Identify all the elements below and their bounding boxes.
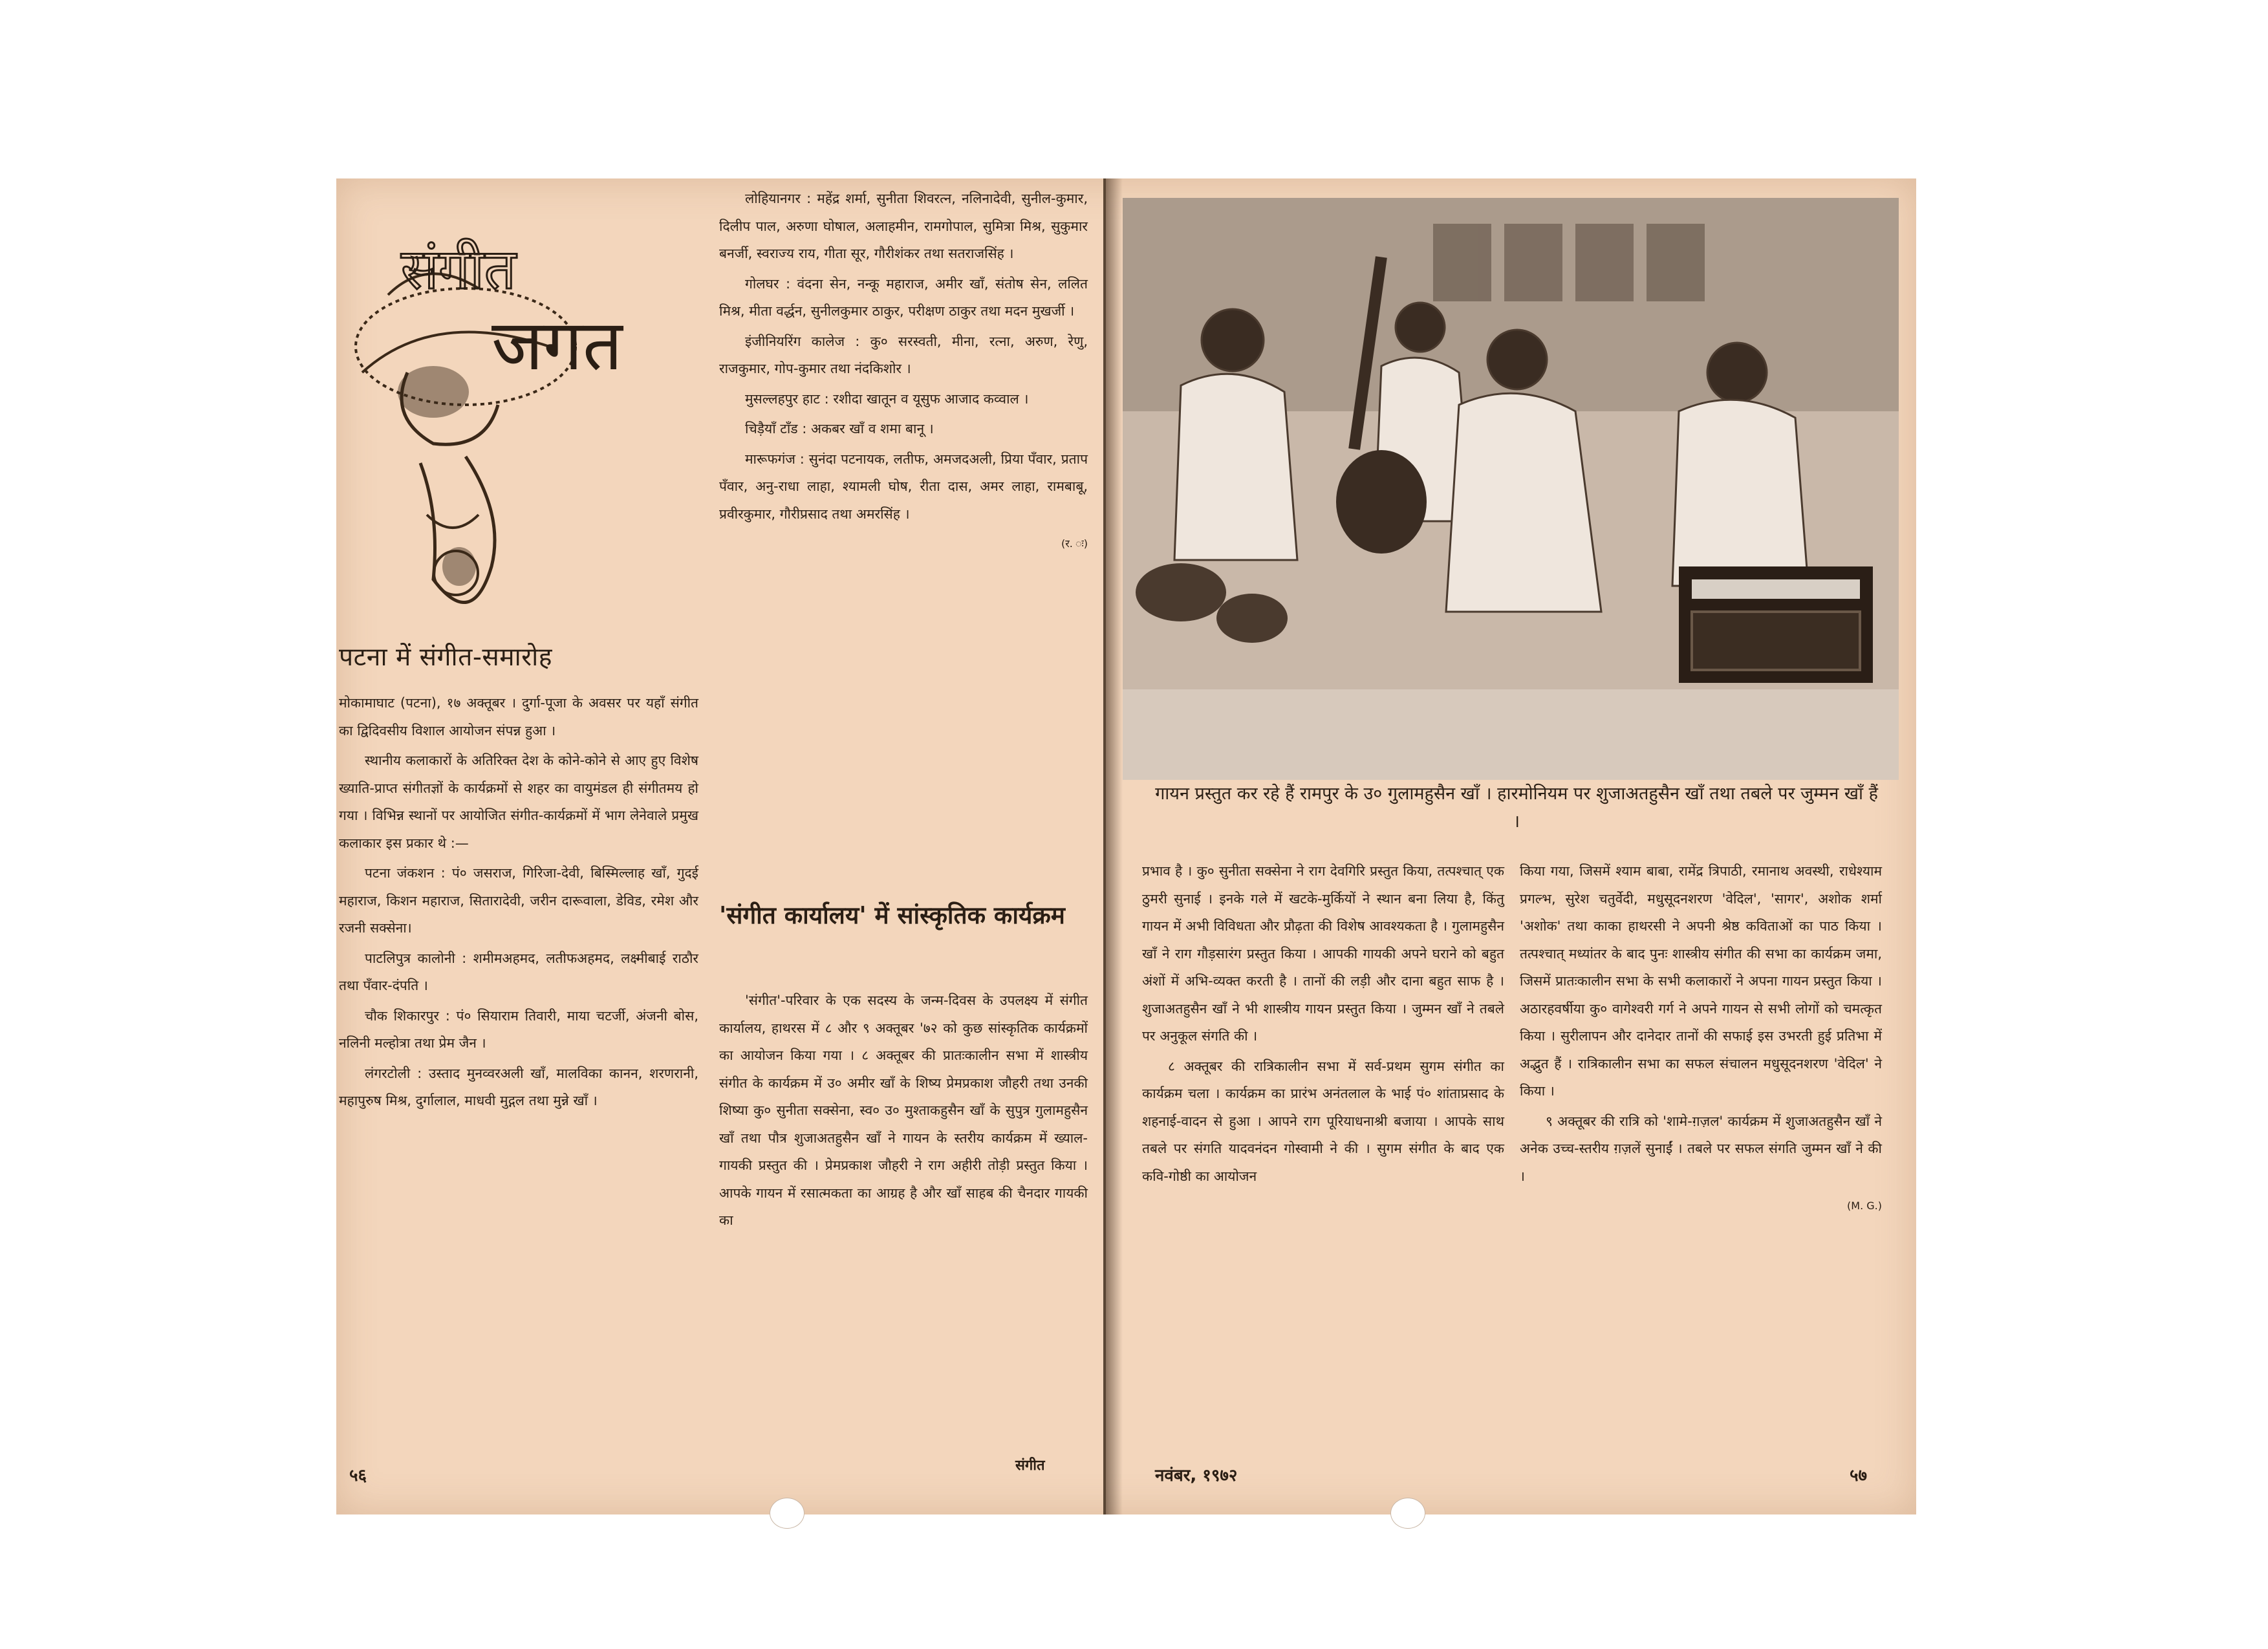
article-subheadline: 'संगीत कार्यालय' में सांस्कृतिक कार्यक्रम bbox=[719, 901, 1065, 929]
masthead-illustration bbox=[336, 178, 698, 644]
paragraph: मोकामाघाट (पटना), १७ अक्तूबर । दुर्गा-पूजा के अवसर पर यहाँ संगीत का द्विदिवसीय विशाल आयोजन संपन्न हुआ । bbox=[339, 695, 698, 738]
punch-hole bbox=[1390, 1498, 1425, 1529]
right-column-1 bbox=[1142, 857, 1504, 1192]
photo-caption: गायन प्रस्तुत कर रहे हैं रामपुर के उ० गुलामहुसैन खाँ । हारमोनियम पर शुजाअतहुसैन खाँ तथा तबले पर जुम्मन खाँ हैं । bbox=[1155, 784, 1878, 832]
running-footer-date: नवंबर, १९७२ bbox=[1155, 1466, 1238, 1485]
paragraph: ८ अक्तूबर की रात्रिकालीन सभा में सर्व-प्रथम सुगम संगीत का कार्यक्रम चला । कार्यक्रम का प्रारंभ अनंतलाल के भाई पं० शांताप्रसाद के शहनाई-वादन से हुआ । आपने राग पूरियाधनाश्री बजाया । आपके साथ तबले पर संगति यादवनंदन गोस्वामी ने की । सुगम संगीत के बाद एक कवि-गोष्ठी का आयोजन bbox=[1142, 1058, 1504, 1184]
paragraph: प्रभाव है । कु० सुनीता सक्सेना ने राग देवगिरि प्रस्तुत किया, तत्पश्चात् एक ठुमरी सुनाई । इनके गले में खटके-मुर्कियों ने स्थान बना लिया है, किंतु गायन में अभी विविधता और प्रौढ़ता की विशेष आवश्यकता है । गुलामहुसैन खाँ ने राग गौड़सारंग प्रस्तुत किया । आपकी गायकी अपने घराने को बहुत अंशों में अभि-व्यक्त करती है । तानों की लड़ी और दाना बहुत साफ है । शुजाअतहुसैन खाँ ने भी शास्त्रीय गायन प्रस्तुत किया । जुम्मन खाँ ने तबले पर अनुकूल संगति की । bbox=[1142, 863, 1504, 1044]
paragraph: 'संगीत'-परिवार के एक सदस्य के जन्म-दिवस के उपलक्ष्य में संगीत कार्यालय, हाथरस में ८ और ९ अक्तूबर '७२ को कुछ सांस्कृतिक कार्यक्रमों का आयोजन किया गया । ८ अक्तूबर की प्रातःकालीन सभा में शास्त्रीय संगीत के कार्यक्रम में उ० अमीर खाँ के शिष्य प्रेमप्रकाश जौहरी तथा उनकी शिष्या कु० सुनीता सक्सेना, स्व० उ० मुश्ताकहुसैन खाँ के सुपुत्र गुलामहुसैन खाँ तथा पौत्र शुजाअतहुसैन खाँ ने गायन के स्तरीय कार्यक्रम में ख्याल-गायकी प्रस्तुत की । प्रेमप्रकाश जौहरी ने राग अहीरी तोड़ी प्रस्तुत किया । आपके गायन में रसात्मकता का आग्रह है और खाँ साहब की चैनदार गायकी का bbox=[719, 993, 1088, 1228]
right-column-2 bbox=[1520, 857, 1882, 1220]
page-number-left: ५६ bbox=[349, 1466, 367, 1485]
left-column-2 bbox=[719, 185, 1088, 558]
paragraph: पाटलिपुत्र कालोनी : शमीमअहमद, लतीफअहमद, लक्ष्मीबाई राठौर तथा पँवार-दंपति । bbox=[339, 950, 698, 993]
paragraph: ९ अक्तूबर की रात्रि को 'शामे-ग़ज़ल' कार्यक्रम में शुजाअतहुसैन खाँ ने अनेक उच्च-स्तरीय ग़ज़लें सुनाईं । तबले पर सफल संगति जुम्मन खाँ ने की । bbox=[1520, 1113, 1882, 1184]
left-column-1 bbox=[339, 689, 698, 1117]
paragraph: लंगरटोली : उस्ताद मुनव्वरअली खाँ, मालविका कानन, शरणरानी, महापुरुष मिश्र, दुर्गालाल, माधवी मुद्गल तथा मुन्ने खाँ । bbox=[339, 1065, 698, 1108]
author-initials: (र. ः) bbox=[1061, 537, 1088, 550]
masthead-word-1: संगीत bbox=[401, 237, 516, 302]
paragraph: मारूफगंज : सुनंदा पटनायक, लतीफ, अमजदअली, प्रिया पँवार, प्रताप पँवार, अनु-राधा लाहा, श्यामली घोष, रीता दास, अमर लाहा, रामबाबू, प्रवीरकुमार, गौरीप्रसाद तथा अमरसिंह । bbox=[719, 451, 1088, 522]
left-page bbox=[336, 178, 1103, 1514]
paragraph: चिड़ैयाँ टाँड : अकबर खाँ व शमा बानू । bbox=[745, 421, 934, 436]
paragraph: किया गया, जिसमें श्याम बाबा, रामेंद्र त्रिपाठी, रमानाथ अवस्थी, राधेश्याम प्रगल्भ, सुरेश चतुर्वेदी, मधुसूदनशरण 'वेदिल', 'सागर', अशोक शर्मा 'अशोक' तथा काका हाथरसी ने अपनी श्रेष्ठ कविताओं का पाठ किया । तत्पश्चात् मध्यांतर के बाद पुनः शास्त्रीय संगीत की सभा का कार्यक्रम जमा, जिसमें प्रातःकालीन सभा के सभी कलाकारों ने अपना गायन प्रस्तुत किया । अठारहवर्षीया कु० वागेश्वरी गर्ग ने अपने गायन से सभी लोगों को चमत्कृत किया । सुरीलापन और दानेदार तानों की सफाई इस उभरती हुई प्रतिभा में अद्भुत हैं । रात्रिकालीन सभा का सफल संचालन मधुसूदनशरण 'वेदिल' ने किया । bbox=[1520, 863, 1882, 1099]
paragraph: स्थानीय कलाकारों के अतिरिक्त देश के कोने-कोने से आए हुए विशेष ख्याति-प्राप्त संगीतज्ञों के कार्यक्रमों से शहर का वायुमंडल ही संगीतमय हो गया । विभिन्न स्थानों पर आयोजित संगीत-कार्यक्रमों में भाग लेनेवाले प्रमुख कलाकार इस प्रकार थे :— bbox=[339, 753, 698, 851]
masthead-word-2: जगत bbox=[491, 305, 623, 386]
page-number-right: ५७ bbox=[1850, 1466, 1868, 1485]
magazine-spread bbox=[336, 178, 1916, 1514]
performance-photo bbox=[1123, 198, 1899, 780]
paragraph: इंजीनियरिंग कालेज : कु० सरस्वती, मीना, रत्ना, अरुण, रेणु, राजकुमार, गोप-कुमार तथा नंदकिशोर । bbox=[719, 333, 1088, 376]
paragraph: चौक शिकारपुर : पं० सियाराम तिवारी, माया चटर्जी, अंजनी बोस, नलिनी मल्होत्रा तथा प्रेम जैन । bbox=[339, 1008, 698, 1051]
running-footer-title: संगीत bbox=[1015, 1458, 1045, 1474]
author-initials: (M. G.) bbox=[1847, 1200, 1882, 1212]
paragraph: गोलघर : वंदना सेन, नन्कू महाराज, अमीर खाँ, संतोष सेन, ललित मिश्र, मीता वर्द्धन, सुनीलकुमार ठाकुर, परीक्षण ठाकुर तथा मदन मुखर्जी । bbox=[719, 275, 1088, 319]
punch-hole bbox=[770, 1498, 805, 1529]
left-column-2b bbox=[719, 987, 1088, 1237]
article-headline: पटना में संगीत-समारोह bbox=[339, 643, 552, 672]
paragraph: मुसल्लहपुर हाट : रशीदा खातून व यूसुफ आजाद कव्वाल । bbox=[745, 391, 1029, 407]
paragraph: लोहियानगर : महेंद्र शर्मा, सुनीता शिवरत्न, नलिनादेवी, सुनील-कुमार, दिलीप पाल, अरुणा घोषाल, अलाहमीन, रामगोपाल, सुमित्रा मिश्र, सुकुमार बनर्जी, स्वराज्य राय, गीता सूर, गौरीशंकर तथा सतराजसिंह । bbox=[719, 191, 1088, 261]
photo-illustration bbox=[1123, 198, 1899, 780]
masthead-logo bbox=[336, 178, 698, 644]
paragraph: पटना जंकशन : पं० जसराज, गिरिजा-देवी, बिस्मिल्लाह खाँ, गुदई महाराज, किशन महाराज, सितारादेवी, जरीन दारूवाला, डेविड, रमेश और रजनी सक्सेना। bbox=[339, 865, 698, 936]
right-page bbox=[1106, 178, 1916, 1514]
